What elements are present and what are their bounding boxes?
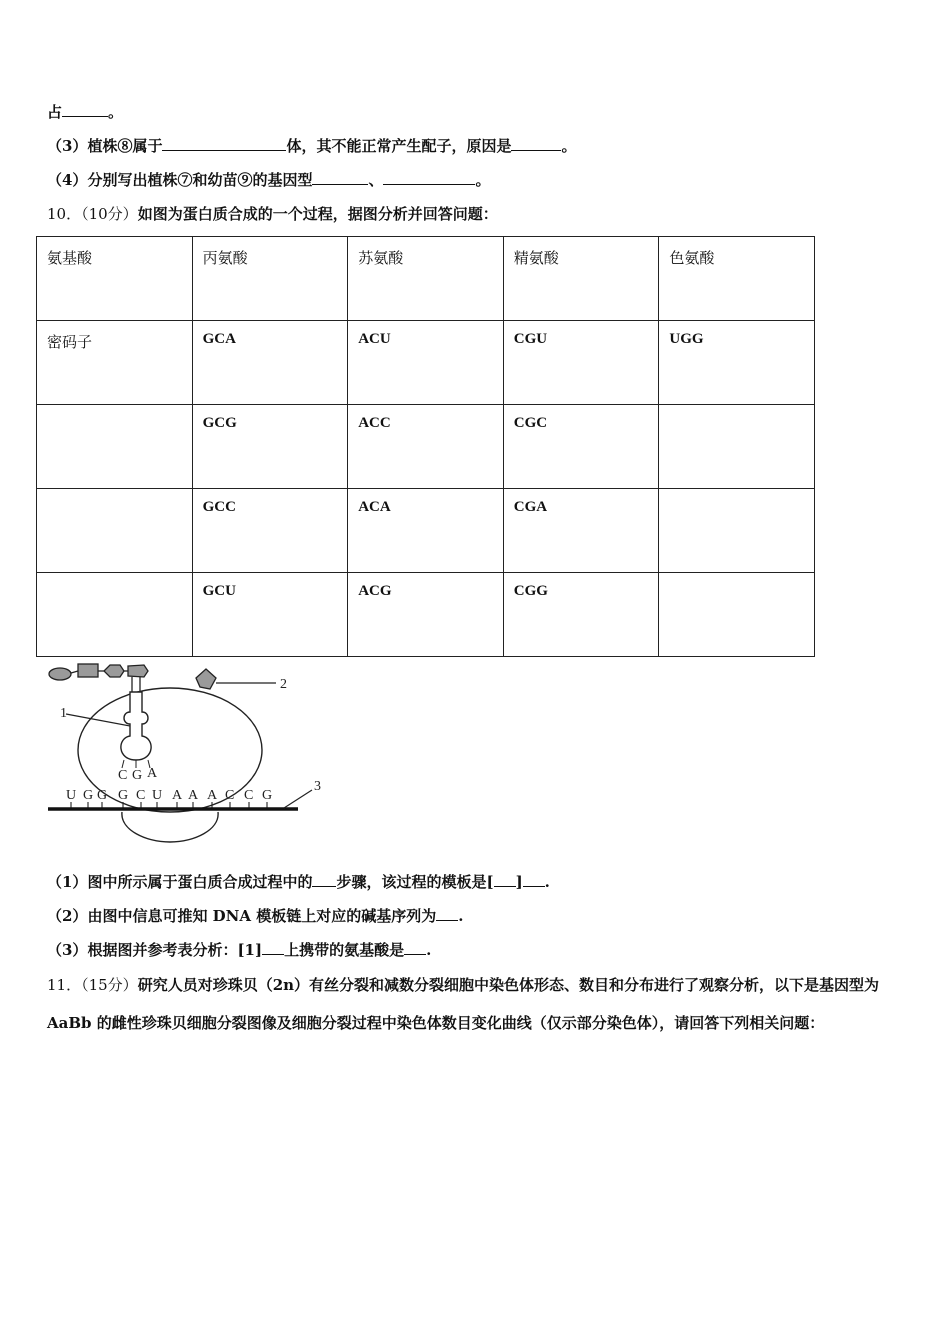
table-cell: ACU	[348, 321, 504, 405]
question-10-stem: 10．（10分）如图为蛋白质合成的一个过程，据图分析并回答问题：	[47, 205, 498, 223]
free-amino-acid	[196, 669, 287, 692]
table-cell: ACG	[348, 573, 504, 657]
table-cell: ACC	[348, 405, 504, 489]
mrna-base: C	[225, 788, 235, 803]
table-cell	[659, 405, 815, 489]
answer-blank[interactable]	[494, 872, 516, 887]
table-cell: GCA	[192, 321, 348, 405]
anticodon	[118, 760, 158, 783]
table-header-cell: 色氨酸	[659, 237, 815, 321]
codon-table	[36, 236, 815, 657]
answer-blank[interactable]	[404, 940, 426, 955]
question-9-3: （3）植株⑧属于 体，其不能正常产生配子，原因是 。	[47, 137, 577, 155]
table-cell: UGG	[659, 321, 815, 405]
label-1: 1	[60, 706, 67, 721]
fill-line-1: 占 。	[47, 103, 124, 121]
table-cell: GCG	[192, 405, 348, 489]
table-header-cell: 苏氨酸	[348, 237, 504, 321]
mrna-base: G	[118, 788, 129, 803]
question-10-2: （2）由图中信息可推知 DNA 模板链上对应的碱基序列为 .	[47, 907, 464, 925]
mrna-base: C	[244, 788, 254, 803]
mrna-base: G	[262, 788, 273, 803]
answer-blank[interactable]	[383, 170, 475, 185]
answer-blank[interactable]	[62, 102, 108, 117]
answer-blank[interactable]	[162, 136, 286, 151]
table-header-row	[37, 237, 815, 321]
answer-blank[interactable]	[312, 872, 336, 887]
table-row	[37, 321, 815, 405]
table-cell: CGU	[503, 321, 659, 405]
table-cell	[37, 573, 193, 657]
translation-diagram	[40, 662, 340, 852]
table-header-cell: 丙氨酸	[192, 237, 348, 321]
table-cell: CGA	[503, 489, 659, 573]
table-cell: ACA	[348, 489, 504, 573]
table-cell	[659, 489, 815, 573]
question-10-1: （1）图中所示属于蛋白质合成过程中的 步骤，该过程的模板是[ ] .	[47, 873, 550, 891]
question-9-4: （4）分别写出植株⑦和幼苗⑨的基因型 、 。	[47, 171, 491, 189]
trna	[121, 692, 151, 760]
mrna-base: G	[97, 788, 108, 803]
table-cell: 密码子	[37, 321, 193, 405]
mrna-base: G	[83, 788, 94, 803]
table-cell: GCU	[192, 573, 348, 657]
answer-blank[interactable]	[436, 906, 458, 921]
mrna-base: A	[172, 788, 183, 803]
table-header-cell: 氨基酸	[37, 237, 193, 321]
peptide-chain	[49, 664, 148, 692]
answer-blank[interactable]	[262, 940, 284, 955]
table-row	[37, 573, 815, 657]
table-cell	[659, 573, 815, 657]
question-10-3: （3）根据图并参考表分析：[1] 上携带的氨基酸是 .	[47, 941, 432, 959]
mrna-base: A	[188, 788, 199, 803]
table-row	[37, 405, 815, 489]
mrna	[48, 788, 298, 809]
mrna-base: U	[152, 788, 163, 803]
table-cell	[37, 489, 193, 573]
answer-blank[interactable]	[523, 872, 545, 887]
label-2: 2	[280, 677, 287, 692]
table-cell: GCC	[192, 489, 348, 573]
ribosome-small-subunit	[122, 812, 218, 842]
anticodon-base: G	[132, 768, 143, 783]
anticodon-base: C	[118, 768, 128, 783]
question-11-stem: 11．（15分）研究人员对珍珠贝（2n）有丝分裂和减数分裂细胞中染色体形态、数目和分布进行了观察分析，以下是基因型为 AaBb 的雌性珍珠贝细胞分裂图像及细胞分裂过程中染色体数目变化曲线（仅示部分染色体），请回答下列相关问题：	[47, 976, 880, 1032]
answer-blank[interactable]	[312, 170, 368, 185]
anticodon-base: A	[147, 766, 158, 781]
table-cell: CGC	[503, 405, 659, 489]
mrna-base: A	[207, 788, 218, 803]
mrna-base: C	[136, 788, 146, 803]
mrna-base: U	[66, 788, 77, 803]
table-header-cell: 精氨酸	[503, 237, 659, 321]
table-row	[37, 489, 815, 573]
table-cell	[37, 405, 193, 489]
table-cell: CGG	[503, 573, 659, 657]
answer-blank[interactable]	[511, 136, 561, 151]
label-3: 3	[314, 779, 321, 794]
